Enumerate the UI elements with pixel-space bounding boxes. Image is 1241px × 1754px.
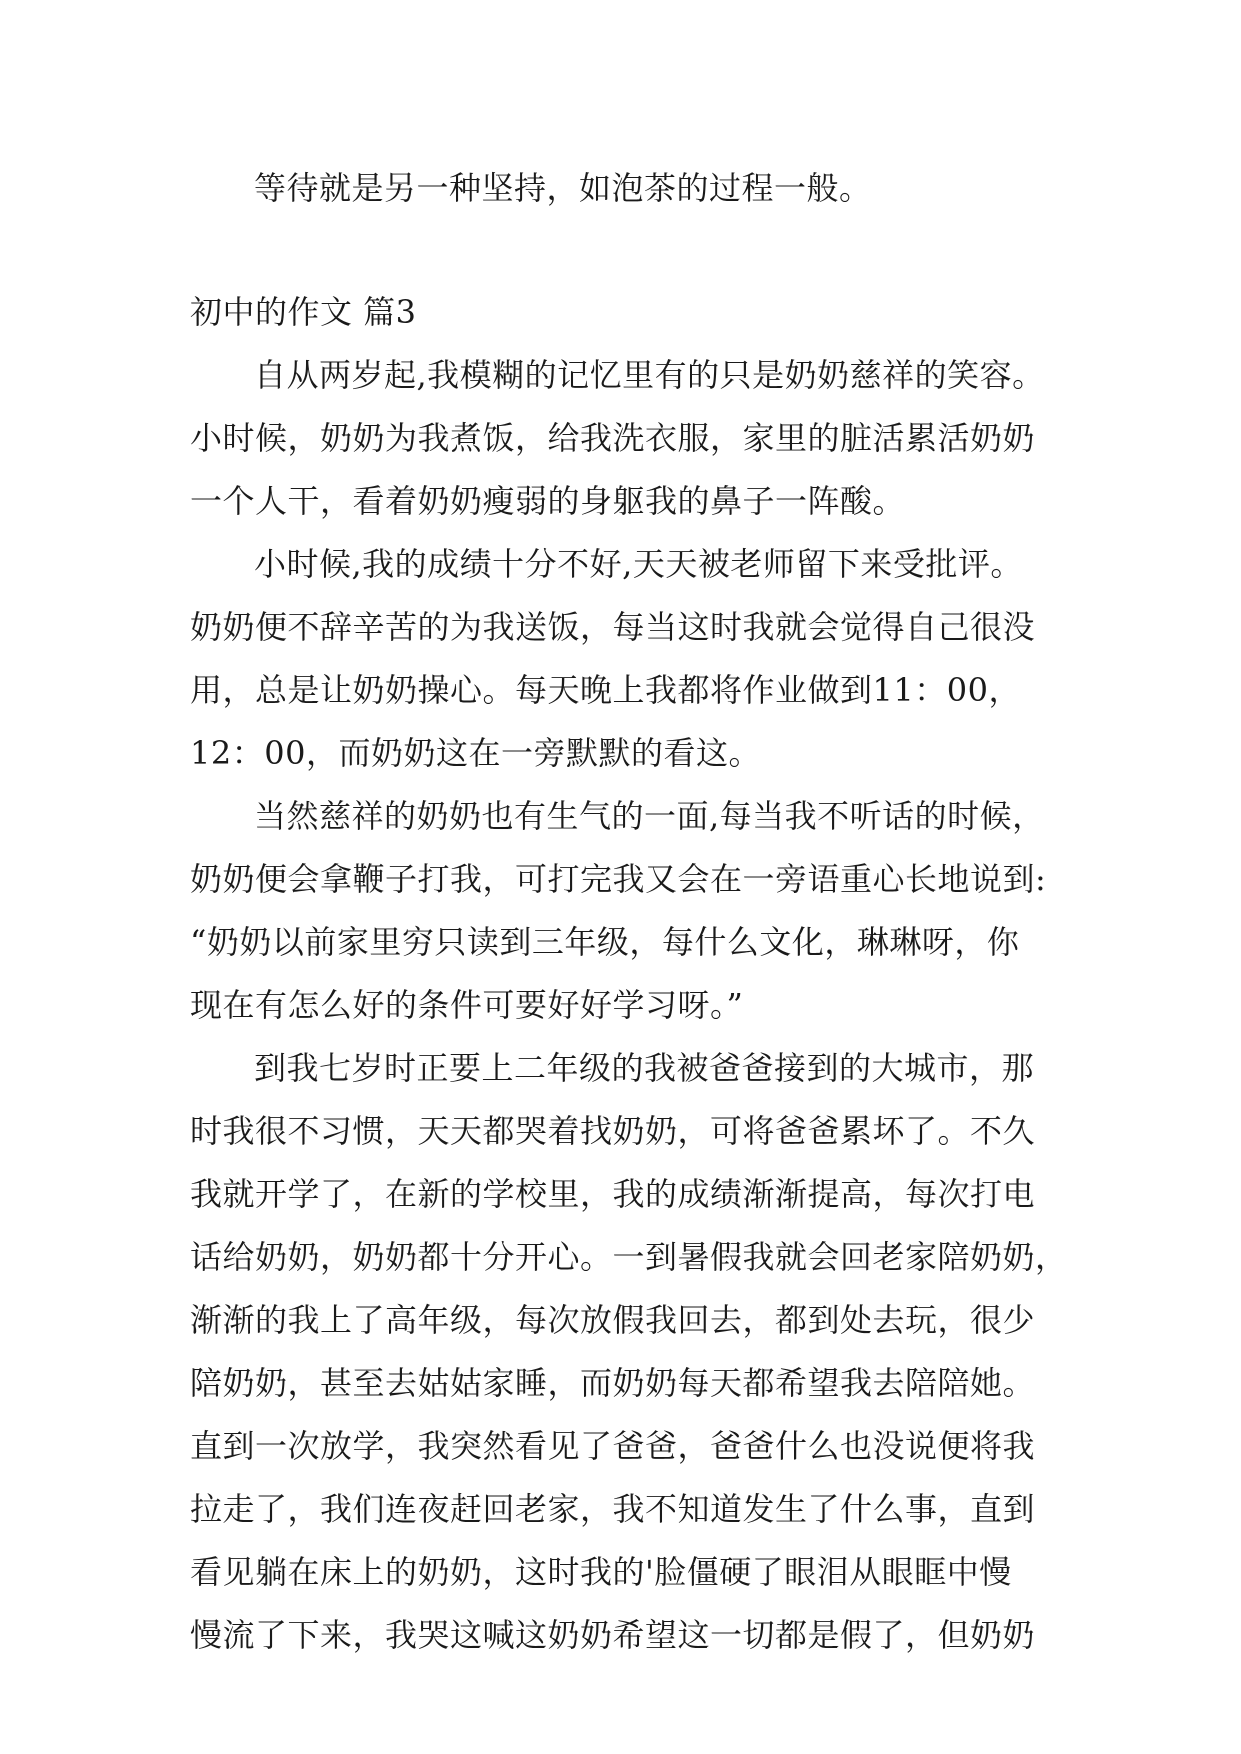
- paragraph-line: 渐渐的我上了高年级，每次放假我回去，都到处去玩，很少: [190, 1301, 1036, 1339]
- paragraph-line: 奶奶便不辞辛苦的为我送饭，每当这时我就会觉得自己很没: [190, 608, 1036, 646]
- intro-line: 等待就是另一种坚持，如泡茶的过程一般。: [254, 169, 872, 207]
- paragraph-line: 12：00，而奶奶这在一旁默默的看这。: [190, 734, 761, 772]
- paragraph-line: 话给奶奶，奶奶都十分开心。一到暑假我就会回老家陪奶奶，: [190, 1238, 1068, 1276]
- section-title: 初中的作文 篇3: [190, 293, 417, 331]
- paragraph-line: “奶奶以前家里穷只读到三年级，每什么文化，琳琳呀，你: [190, 923, 1020, 961]
- paragraph-line: 现在有怎么好的条件可要好好学习呀。”: [190, 986, 744, 1024]
- paragraph-line: 拉走了，我们连夜赶回老家，我不知道发生了什么事，直到: [190, 1490, 1036, 1528]
- paragraph-line: 当然慈祥的奶奶也有生气的一面,每当我不听话的时候，: [254, 797, 1045, 835]
- paragraph-line: 奶奶便会拿鞭子打我，可打完我又会在一旁语重心长地说到:: [190, 860, 1047, 898]
- paragraph-line: 小时候，奶奶为我煮饭，给我洗衣服，家里的脏活累活奶奶: [190, 419, 1036, 457]
- paragraph-line: 一个人干，看着奶奶瘦弱的身躯我的鼻子一阵酸。: [190, 482, 906, 520]
- paragraph-line: 到我七岁时正要上二年级的我被爸爸接到的大城市，那: [254, 1049, 1035, 1087]
- paragraph-line: 慢流了下来，我哭这喊这奶奶希望这一切都是假了，但奶奶: [190, 1616, 1036, 1654]
- paragraph-line: 我就开学了，在新的学校里，我的成绩渐渐提高，每次打电: [190, 1175, 1036, 1213]
- paragraph-line: 时我很不习惯，天天都哭着找奶奶，可将爸爸累坏了。不久: [190, 1112, 1036, 1150]
- paragraph-line: 陪奶奶，甚至去姑姑家睡，而奶奶每天都希望我去陪陪她。: [190, 1364, 1036, 1402]
- paragraph-line: 自从两岁起,我模糊的记忆里有的只是奶奶慈祥的笑容。: [254, 356, 1045, 394]
- paragraph-line: 直到一次放学，我突然看见了爸爸，爸爸什么也没说便将我: [190, 1427, 1036, 1465]
- paragraph-line: 看见躺在床上的奶奶，这时我的'脸僵硬了眼泪从眼眶中慢: [190, 1553, 1012, 1591]
- paragraph-line: 用，总是让奶奶操心。每天晚上我都将作业做到11：00，: [190, 671, 1021, 709]
- paragraph-line: 小时候,我的成绩十分不好,天天被老师留下来受批评。: [254, 545, 1023, 583]
